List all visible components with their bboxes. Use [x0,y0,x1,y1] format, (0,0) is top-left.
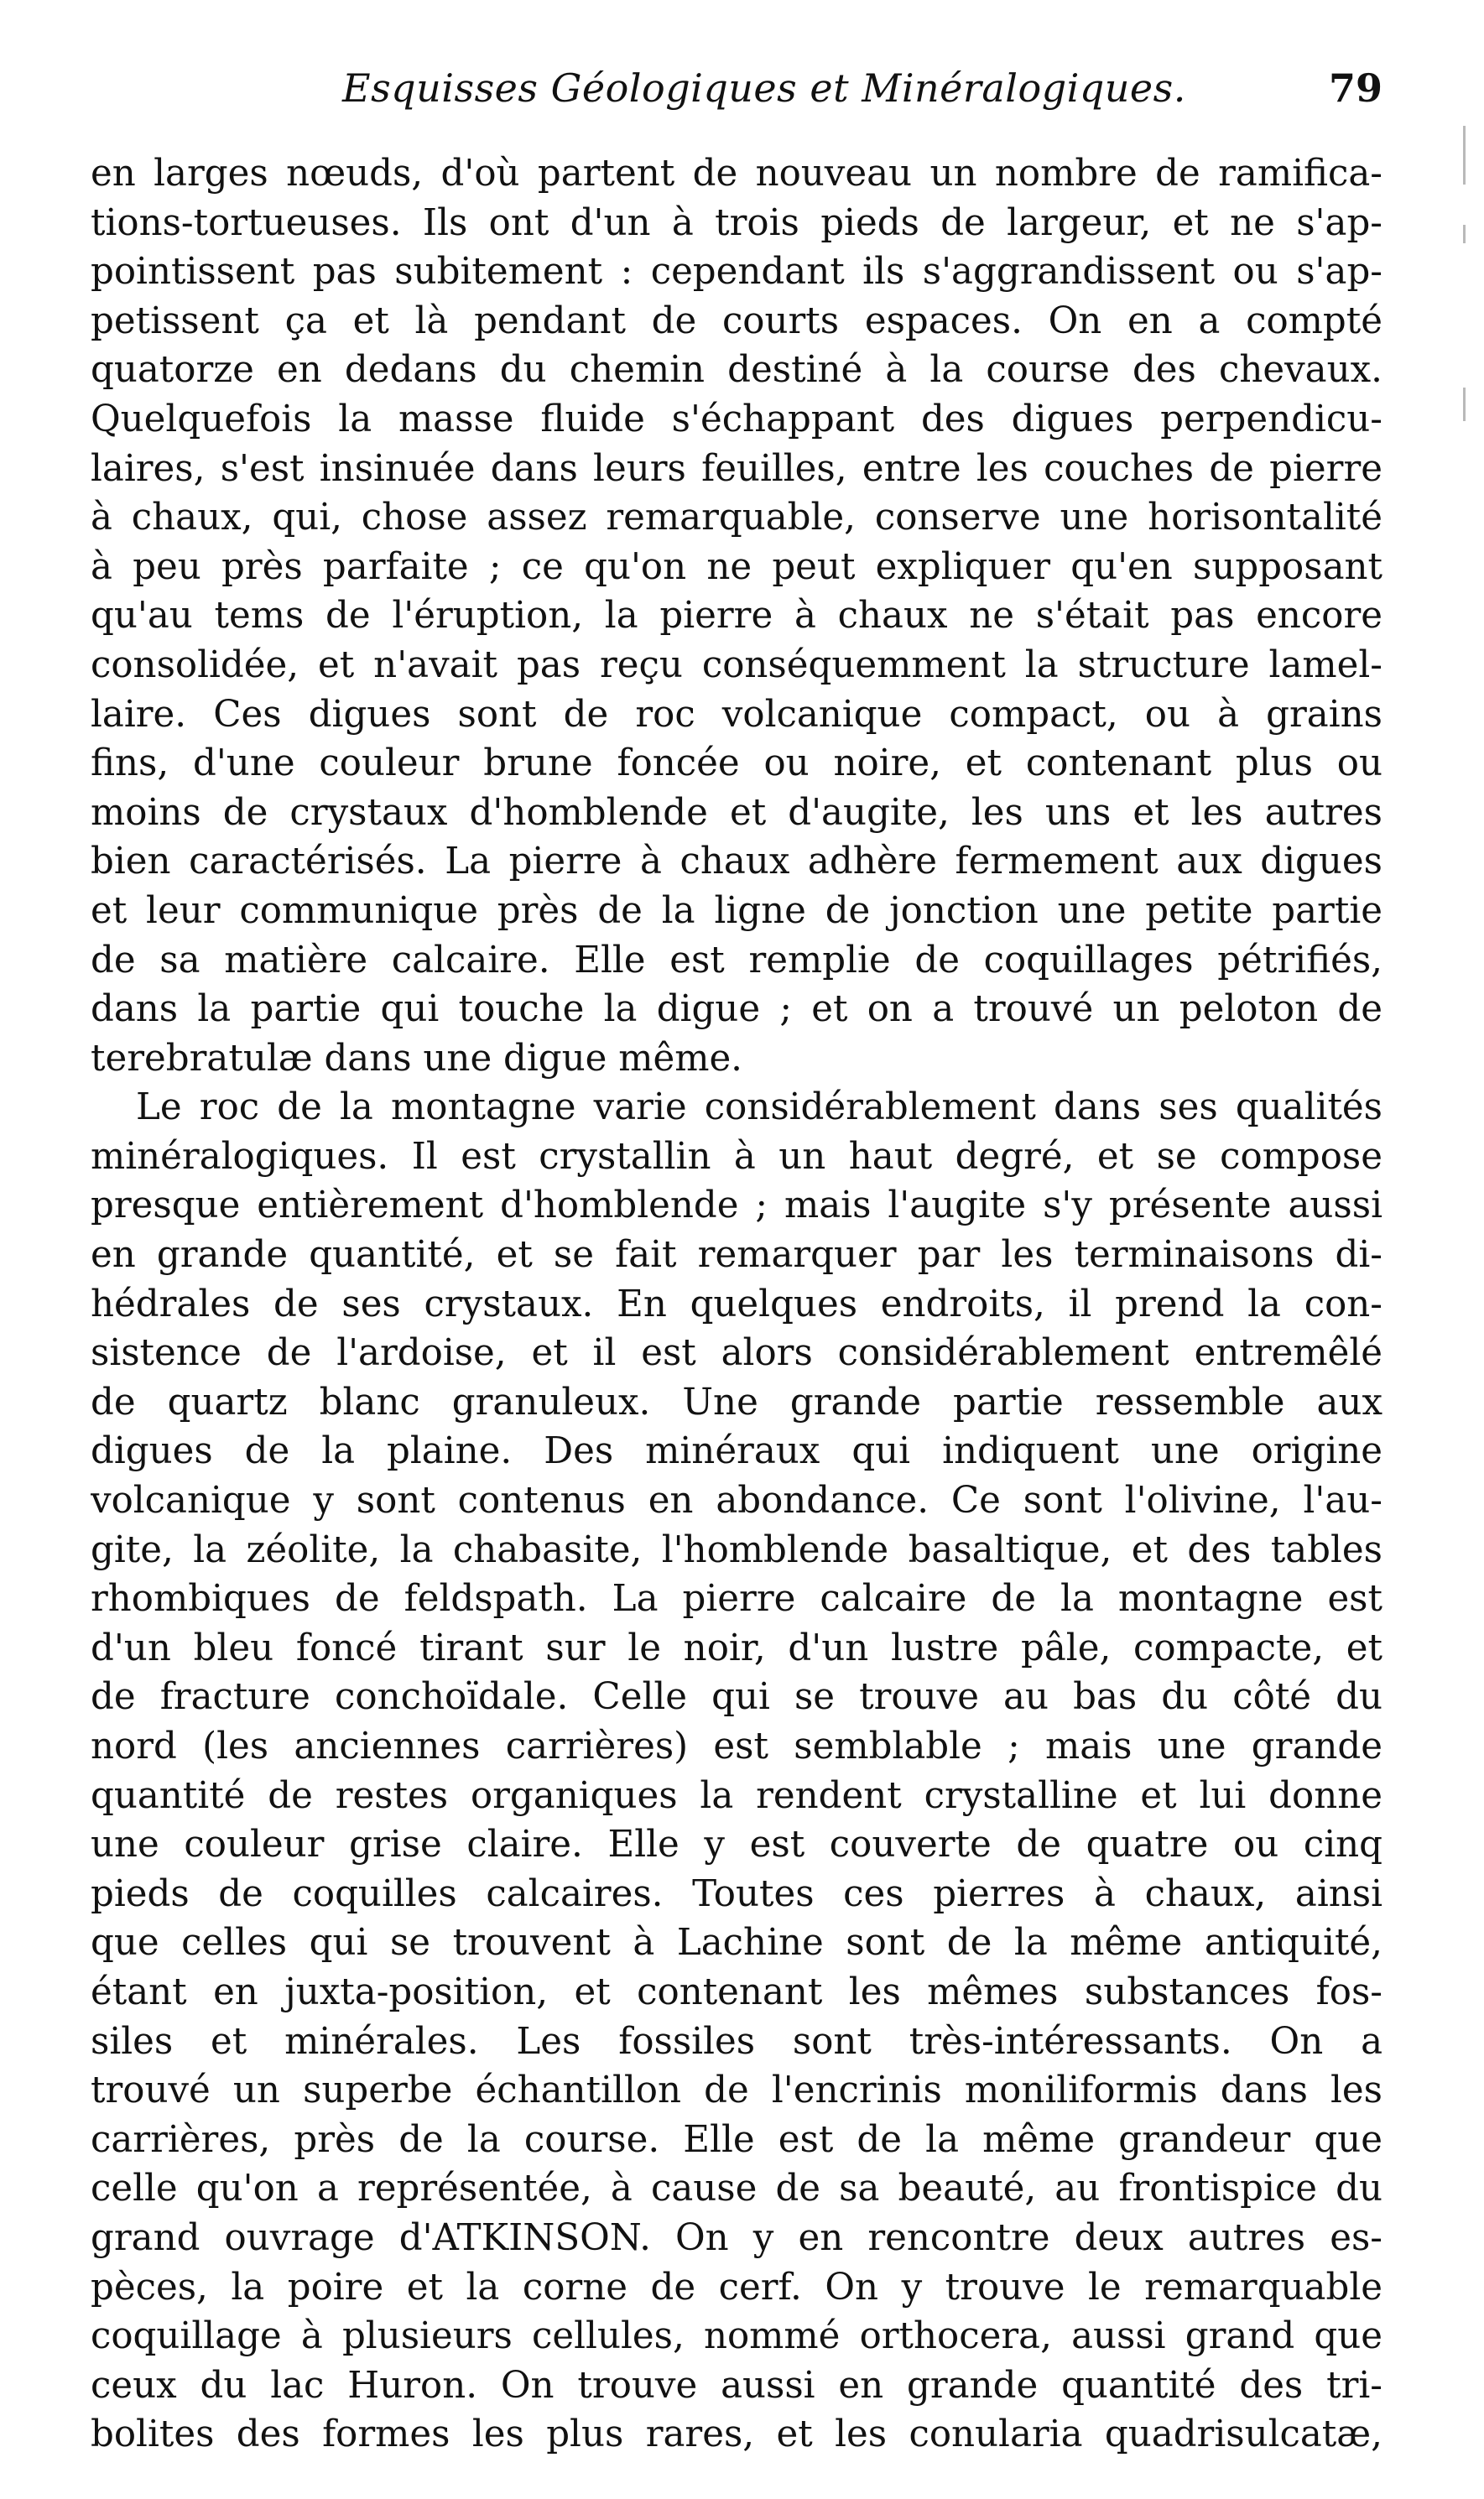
text-line: petissent ça et là pendant de courts espaces. On en a compté [91,299,1382,342]
text-line: moins de crystaux d'homblende et d'augite, les uns et les autres [91,791,1382,834]
text-line: consolidée, et n'avait pas reçu conséquemment la structure lamel- [91,643,1382,686]
text-line: Quelquefois la masse fluide s'échappant des digues perpendicu- [91,398,1382,440]
margin-scan-mark [1463,225,1466,243]
page-header [91,65,1382,124]
text-line: de sa matière calcaire. Elle est remplie de coquillages pétrifiés, [91,939,1382,981]
text-line: volcanique y sont contenus en abondance. Ce sont l'olivine, l'au- [91,1480,1382,1523]
text-line: tions-tortueuses. Ils ont d'un à trois pieds de largeur, et ne s'ap- [91,201,1382,244]
text-line: bolites des formes les plus rares, et les conularia quadrisulcatæ, [91,2413,1382,2456]
text-line: terebratulæ dans une digue même. [91,1037,743,1080]
margin-scan-mark [1463,126,1466,185]
text-line: à chaux, qui, chose assez remarquable, conserve une horisontalité [91,497,1382,539]
text-line: en larges nœuds, d'où partent de nouveau un nombre de ramifica- [91,153,1382,195]
text-line: nord (les anciennes carrières) est semblable ; mais une grande [91,1726,1382,1768]
text-line: bien caractérisés. La pierre à chaux adhère fermement aux digues [91,841,1382,883]
text-line: coquillage à plusieurs cellules, nommé orthocera, aussi grand que [91,2315,1382,2358]
text-line: d'un bleu foncé tirant sur le noir, d'un lustre pâle, compacte, et [91,1627,1382,1669]
text-line: de quartz blanc granuleux. Une grande partie ressemble aux [91,1381,1382,1424]
text-line: pèces, la poire et la corne de cerf. On y trouve le remarquable [91,2266,1382,2309]
text-line: siles et minérales. Les fossiles sont très-intéressants. On a [91,2020,1382,2063]
text-line: celle qu'on a représentée, à cause de sa beauté, au frontispice du [91,2168,1382,2210]
text-line: grand ouvrage d'ATKINSON. On y en rencontre deux autres es- [91,2216,1382,2259]
body-text [91,149,1382,2460]
text-line: de fracture conchoïdale. Celle qui se trouve au bas du côté du [91,1676,1382,1719]
text-line: presque entièrement d'homblende ; mais l'augite s'y présente aussi [91,1184,1382,1227]
text-line: ceux du lac Huron. On trouve aussi en grande quantité des tri- [91,2364,1382,2407]
text-line: quatorze en dedans du chemin destiné à la course des chevaux. [91,349,1382,392]
text-line: carrières, près de la course. Elle est de la même grandeur que [91,2118,1382,2161]
text-line: que celles qui se trouvent à Lachine sont de la même antiquité, [91,1922,1382,1965]
text-line: une couleur grise claire. Elle y est couverte de quatre ou cinq [91,1824,1382,1866]
text-line: quantité de restes organiques la rendent crystalline et lui donne [91,1774,1382,1817]
page-number: 79 [1328,65,1382,111]
text-line: laire. Ces digues sont de roc volcanique compact, ou à grains [91,693,1382,736]
text-line: minéralogiques. Il est crystallin à un haut degré, et se compose [91,1135,1382,1178]
text-line: étant en juxta-position, et contenant les mêmes substances fos- [91,1971,1382,2013]
text-line: sistence de l'ardoise, et il est alors considérablement entremêlé [91,1332,1382,1375]
text-line: à peu près parfaite ; ce qu'on ne peut expliquer qu'en supposant [91,545,1382,588]
text-line: gite, la zéolite, la chabasite, l'homblende basaltique, et des tables [91,1528,1382,1571]
text-line: qu'au tems de l'éruption, la pierre à chaux ne s'était pas encore [91,595,1382,638]
text-line: et leur communique près de la ligne de jonction une petite partie [91,889,1382,932]
text-line: digues de la plaine. Des minéraux qui indiquent une origine [91,1430,1382,1473]
text-line: Le roc de la montagne varie considérablement dans ses qualités [136,1086,1382,1129]
text-line: pointissent pas subitement : cependant ils s'aggrandissent ou s'ap- [91,251,1382,294]
margin-scan-mark [1463,388,1466,421]
text-line: fins, d'une couleur brune foncée ou noire, et contenant plus ou [91,742,1382,785]
text-line: rhombiques de feldspath. La pierre calcaire de la montagne est [91,1578,1382,1621]
text-line: pieds de coquilles calcaires. Toutes ces pierres à chaux, ainsi [91,1872,1382,1915]
text-line: en grande quantité, et se fait remarquer par les terminaisons di- [91,1234,1382,1277]
text-line: trouvé un superbe échantillon de l'encrinis moniliformis dans les [91,2069,1382,2112]
text-line: laires, s'est insinuée dans leurs feuilles, entre les couches de pierre [91,447,1382,490]
text-line: dans la partie qui touche la digue ; et on a trouvé un peloton de [91,988,1382,1031]
text-line: hédrales de ses crystaux. En quelques endroits, il prend la con- [91,1283,1382,1325]
running-title: Esquisses Géologiques et Minéralogiques. [342,65,1186,111]
